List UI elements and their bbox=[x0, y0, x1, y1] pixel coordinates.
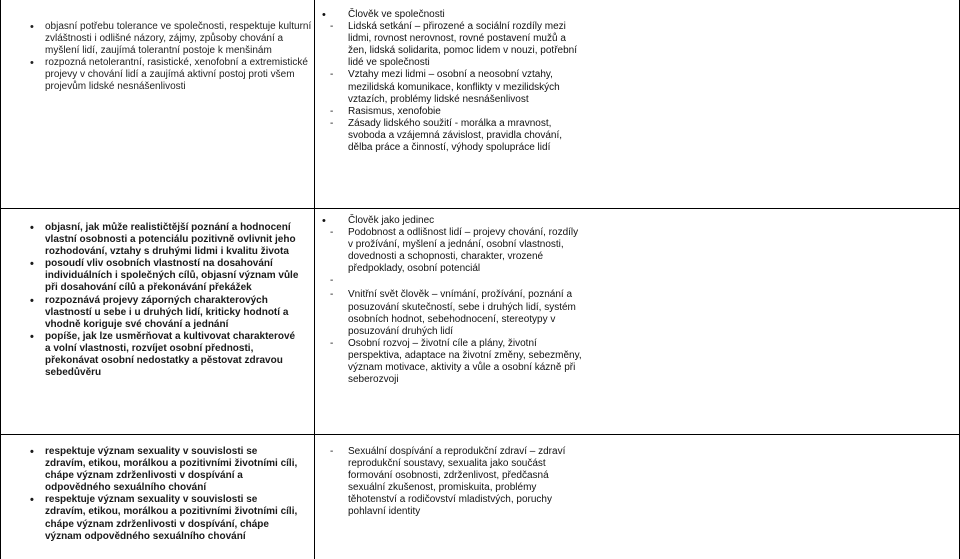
topic-item: - Sexuální dospívání a reprodukční zdraví – zdraví reprodukční soustavy, sexualita jako součást formování osobnosti, zdrženlivost, předčasná sexuální zkušenost, promiskuita, problémy těhotenství a rodičovství mladistvých, poruchy pohlavní identity bbox=[322, 446, 584, 519]
topic-list bbox=[322, 21, 582, 154]
topic-item: - Vnitřní svět člověk – vnímání, prožívání, poznání a posuzování skutečností, sebe i druhých lidí, systém osobních hodnot, sebehodnocení, stereotypy v posuzování druhých lidí bbox=[322, 289, 582, 337]
row-3-topic bbox=[322, 446, 584, 519]
topic-item: - Osobní rozvoj – životní cíle a plány, životní perspektiva, adaptace na životní změny, sebezměny, význam motivace, aktivity a vůle a osobní kázně při seberozvoji bbox=[322, 338, 582, 386]
row-3-outcomes bbox=[30, 446, 300, 543]
outcome-item: • posoudí vliv osobních vlastností na dosahování individuálních i společných cílů, objasní význam vůle při dosahování cílů a překonávání překážek bbox=[30, 258, 300, 294]
outcome-item: • objasní, jak může realističtější poznání a hodnocení vlastní osobnosti a potenciálu pozitivně ovlivnit jeho rozhodování, vztahy s druhými lidmi i kvalitu života bbox=[30, 222, 300, 258]
outcome-list bbox=[30, 21, 312, 94]
outcome-list bbox=[30, 222, 300, 379]
topic-list bbox=[322, 227, 582, 386]
row-1-outcomes bbox=[30, 21, 312, 94]
topic-item: - Podobnost a odlišnost lidí – projevy chování, rozdíly v prožívání, myšlení a jednání, osobní vlastnosti, dovednosti a schopnosti, charakter, vrozené předpoklady, osobní potenciál bbox=[322, 227, 582, 275]
outcome-item: • rozpozná netolerantní, rasistické, xenofobní a extremistické projevy v chování lidí a zaujímá aktivní postoj proti všem projevům lidské nesnášenlivosti bbox=[30, 57, 312, 93]
topic-item: - Vztahy mezi lidmi – osobní a neosobní vztahy, mezilidská komunikace, konflikty v mezilidských vztazích, problémy lidské nesnášenlivost bbox=[322, 69, 582, 105]
topic-item: - Lidská setkání – přirozené a sociální rozdíly mezi lidmi, rovnost nerovnost, rovné postavení mužů a žen, lidská solidarita, pomoc lidem v nouzi, potřební lidé ve společnosti bbox=[322, 21, 582, 69]
row-divider-1 bbox=[0, 208, 960, 209]
outcome-item: • objasní potřebu tolerance ve společnosti, respektuje kulturní zvláštnosti i odlišné názory, zájmy, způsoby chování a myšlení lidí, zaujímá tolerantní postoje k menšinám bbox=[30, 21, 312, 57]
outcome-item: • popíše, jak lze usměrňovat a kultivovat charakterové a volní vlastnosti, rozvíjet osobní přednosti, překonávat osobní nedostatky a pěstovat zdravou sebedůvěru bbox=[30, 331, 300, 379]
outcome-item: • respektuje význam sexuality v souvislosti se zdravím, etikou, morálkou a pozitivními životními cíli, chápe význam zdrženlivosti v dospívání, chápe význam odpovědného sexuálního chování bbox=[30, 494, 300, 542]
outcome-list bbox=[30, 446, 300, 543]
topic-title: • Člověk ve společnosti bbox=[322, 9, 582, 21]
column-divider bbox=[314, 0, 315, 559]
topic-item: - Zásady lidského soužití - morálka a mravnost, svoboda a vzájemná závislost, pravidla chování, dělba práce a činností, výhody spolupráce lidí bbox=[322, 118, 582, 154]
outcome-item: • rozpoznává projevy záporných charakterových vlastností u sebe i u druhých lidí, kriticky hodnotí a vhodně koriguje své chování a jednání bbox=[30, 295, 300, 331]
row-2-outcomes bbox=[30, 222, 300, 379]
list-spacer bbox=[322, 275, 582, 289]
row-1-topic bbox=[322, 9, 582, 154]
outcome-item: • respektuje význam sexuality v souvislosti se zdravím, etikou, morálkou a pozitivními životními cíli, chápe význam zdrženlivosti v dospívání a odpovědného sexuálního chování bbox=[30, 446, 300, 494]
topic-list bbox=[322, 446, 584, 519]
topic-title: • Člověk jako jedinec bbox=[322, 215, 582, 227]
row-divider-2 bbox=[0, 434, 960, 435]
row-2-topic bbox=[322, 215, 582, 386]
topic-item: - Rasismus, xenofobie bbox=[322, 106, 582, 118]
table-border-left bbox=[0, 0, 1, 559]
